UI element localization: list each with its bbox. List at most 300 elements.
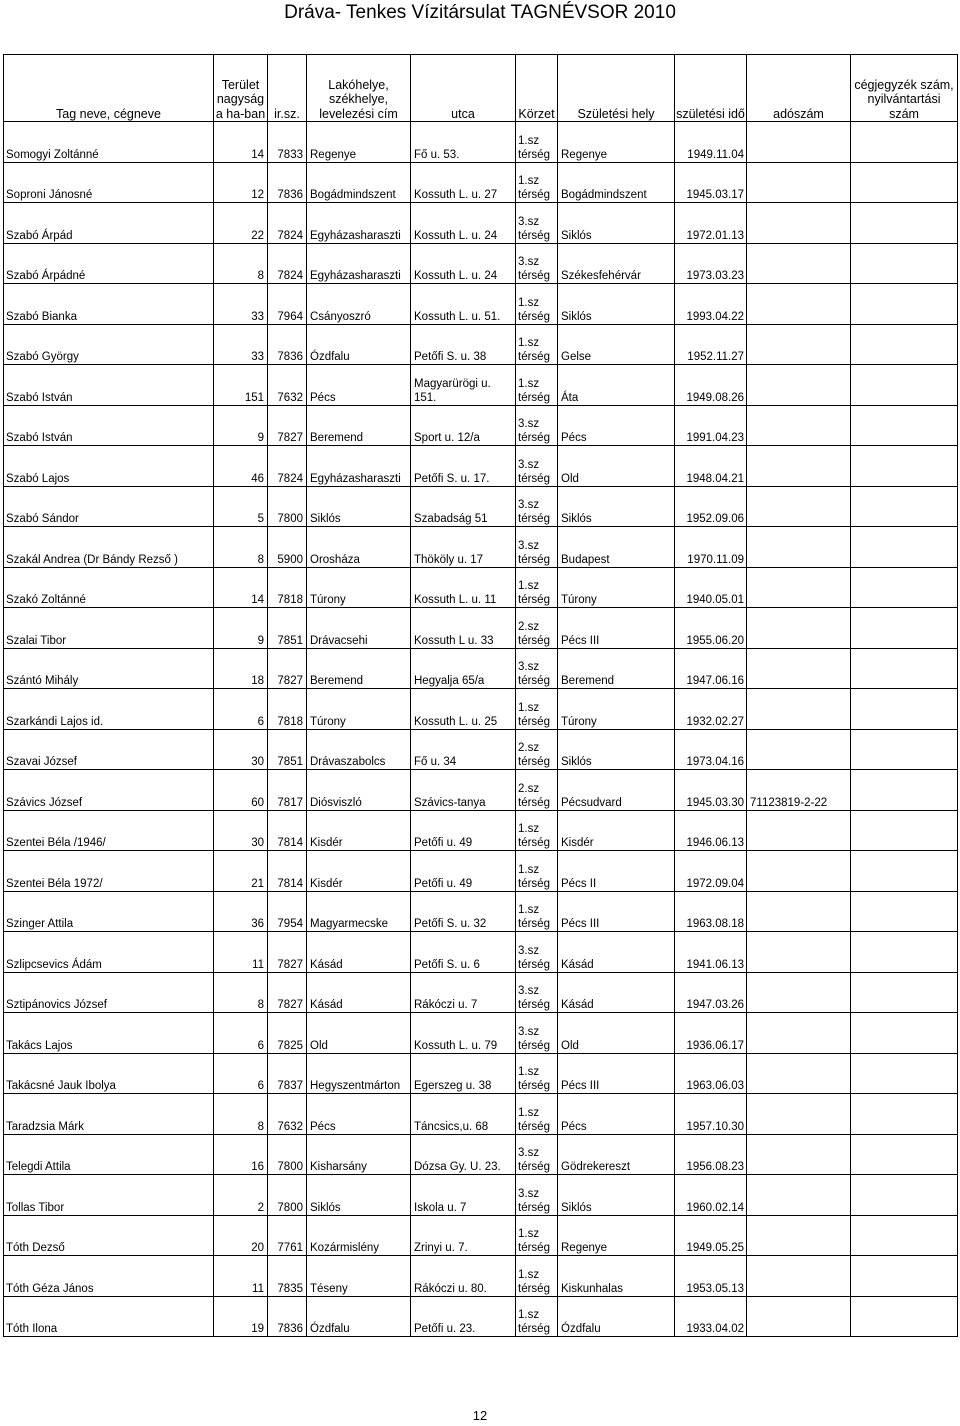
district-type: térség (518, 1120, 550, 1133)
tax-number (747, 527, 851, 568)
district-number: 1.sz (518, 1066, 540, 1078)
area-ha: 20 (214, 1215, 268, 1256)
birthplace: Pécs II (558, 851, 675, 892)
area-ha: 9 (214, 608, 268, 649)
postal-code: 7827 (268, 932, 307, 973)
table-row (4, 810, 958, 851)
tax-number (747, 932, 851, 973)
member-name: Tollas Tibor (4, 1175, 214, 1216)
birthplace: Kásád (558, 972, 675, 1013)
tax-number (747, 1053, 851, 1094)
company-number (851, 932, 958, 973)
birthdate: 1957.10.30 (675, 1094, 747, 1135)
company-number (851, 810, 958, 851)
company-number (851, 1134, 958, 1175)
district-type: térség (518, 472, 550, 485)
city: Siklós (307, 486, 411, 527)
postal-code: 7824 (268, 203, 307, 244)
city: Bogádmindszent (307, 162, 411, 203)
company-number (851, 770, 958, 811)
district-type: térség (518, 391, 550, 404)
street: Kossuth L. u. 27 (411, 162, 516, 203)
postal-code: 7818 (268, 567, 307, 608)
district-type: térség (518, 877, 550, 890)
district-type: térség (518, 715, 550, 728)
district-type: térség (518, 432, 550, 444)
member-name: Szántó Mihály (4, 648, 214, 689)
district-type: térség (518, 1282, 550, 1295)
birthplace: Regenye (558, 1215, 675, 1256)
tax-number (747, 284, 851, 325)
birthdate: 1952.11.27 (675, 324, 747, 365)
birthdate: 1947.03.26 (675, 972, 747, 1013)
street: Kossuth L. u. 25 (411, 689, 516, 730)
district-number: 3.sz (518, 1147, 540, 1159)
postal-code: 7761 (268, 1215, 307, 1256)
district-type: térség (518, 229, 550, 242)
street: Szávics-tanya (411, 770, 516, 811)
district-type: térség (518, 756, 550, 768)
table-row (4, 1296, 958, 1337)
company-number (851, 446, 958, 487)
street: Petőfi u. 49 (411, 810, 516, 851)
birthplace: Pécs (558, 1094, 675, 1135)
street: Magyarürögi u. 151. (411, 365, 516, 406)
tax-number (747, 1256, 851, 1297)
birthdate: 1947.06.16 (675, 648, 747, 689)
street: Kossuth L u. 33 (411, 608, 516, 649)
district (516, 1094, 558, 1135)
postal-code: 7833 (268, 122, 307, 163)
area-ha: 16 (214, 1134, 268, 1175)
birthdate: 1940.05.01 (675, 567, 747, 608)
district-type: térség (518, 513, 550, 525)
header-city: Lakóhelye, székhelye, levelezési cím (307, 55, 411, 122)
member-name: Szabó István (4, 365, 214, 406)
member-name: Takács Lajos (4, 1013, 214, 1054)
area-ha: 19 (214, 1296, 268, 1337)
city: Téseny (307, 1256, 411, 1297)
street: Fő u. 53. (411, 122, 516, 163)
tax-number (747, 810, 851, 851)
postal-code: 7800 (268, 1175, 307, 1216)
city: Túrony (307, 689, 411, 730)
tax-number (747, 648, 851, 689)
member-name: Szinger Attila (4, 891, 214, 932)
table-row (4, 608, 958, 649)
birthdate: 1972.01.13 (675, 203, 747, 244)
table-row (4, 689, 958, 730)
city: Egyházasharaszti (307, 446, 411, 487)
postal-code: 7818 (268, 689, 307, 730)
district-type: térség (518, 634, 550, 647)
company-number (851, 203, 958, 244)
city: Kozármislény (307, 1215, 411, 1256)
area-ha: 6 (214, 1053, 268, 1094)
postal-code: 7814 (268, 851, 307, 892)
district-type: térség (518, 837, 550, 849)
area-ha: 22 (214, 203, 268, 244)
district-type: térség (518, 351, 550, 363)
company-number (851, 729, 958, 770)
district-number: 1.sz (518, 863, 540, 876)
postal-code: 5900 (268, 527, 307, 568)
table-row (4, 486, 958, 527)
table-row (4, 446, 958, 487)
postal-code: 7817 (268, 770, 307, 811)
postal-code: 7824 (268, 243, 307, 284)
city: Orosháza (307, 527, 411, 568)
birthplace: Pécs (558, 405, 675, 446)
area-ha: 11 (214, 1256, 268, 1297)
area-ha: 14 (214, 122, 268, 163)
district (516, 729, 558, 770)
table-row (4, 851, 958, 892)
company-number (851, 243, 958, 284)
birthdate: 1973.03.23 (675, 243, 747, 284)
district-type: térség (518, 1242, 550, 1254)
street: Kossuth L. u. 24 (411, 203, 516, 244)
area-ha: 8 (214, 527, 268, 568)
street: Petőfi u. 23. (411, 1296, 516, 1337)
birthdate: 1991.04.23 (675, 405, 747, 446)
district-number: 1.sz (518, 904, 540, 916)
member-name: Szarkándi Lajos id. (4, 689, 214, 730)
area-ha: 5 (214, 486, 268, 527)
table-row (4, 1053, 958, 1094)
area-ha: 8 (214, 972, 268, 1013)
company-number (851, 689, 958, 730)
birthplace: Bogádmindszent (558, 162, 675, 203)
header-tax: adószám (747, 55, 851, 122)
company-number (851, 122, 958, 163)
district-number: 2.sz (518, 742, 540, 754)
district (516, 1296, 558, 1337)
area-ha: 36 (214, 891, 268, 932)
district-type: térség (518, 594, 550, 606)
company-number (851, 567, 958, 608)
birthplace: Gödrekereszt (558, 1134, 675, 1175)
district-number: 3.sz (518, 944, 540, 957)
table-row (4, 284, 958, 325)
area-ha: 9 (214, 405, 268, 446)
district (516, 932, 558, 973)
birthplace: Siklós (558, 203, 675, 244)
tax-number (747, 122, 851, 163)
postal-code: 7837 (268, 1053, 307, 1094)
table-row (4, 567, 958, 608)
birthplace: Siklós (558, 729, 675, 770)
area-ha: 21 (214, 851, 268, 892)
member-table (3, 54, 958, 1337)
tax-number (747, 243, 851, 284)
street: Kossuth L. u. 79 (411, 1013, 516, 1054)
district (516, 1175, 558, 1216)
district (516, 405, 558, 446)
district-type: térség (518, 1323, 550, 1335)
postal-code: 7954 (268, 891, 307, 932)
district-type: térség (518, 1161, 550, 1173)
district-number: 3.sz (518, 1025, 540, 1038)
district-number: 1.sz (518, 1268, 540, 1281)
page-title: Dráva- Tenkes Vízitársulat TAGNÉVSOR 2010 (284, 2, 676, 23)
birthdate: 1949.08.26 (675, 365, 747, 406)
birthdate: 1970.11.09 (675, 527, 747, 568)
company-number (851, 648, 958, 689)
header-birthplace: Születési hely (558, 55, 675, 122)
city: Egyházasharaszti (307, 203, 411, 244)
tax-number (747, 689, 851, 730)
company-number (851, 1013, 958, 1054)
member-name: Telegdi Attila (4, 1134, 214, 1175)
birthplace: Pécs III (558, 608, 675, 649)
birthdate: 1945.03.30 (675, 770, 747, 811)
company-number (851, 851, 958, 892)
member-name: Szabó István (4, 405, 214, 446)
district-type: térség (518, 918, 550, 930)
header-area: Terület nagyság a ha-ban (214, 55, 268, 122)
street: Egerszeg u. 38 (411, 1053, 516, 1094)
table-row (4, 932, 958, 973)
header-name: Tag neve, cégneve (4, 55, 214, 122)
district-number: 1.sz (518, 134, 540, 147)
city: Siklós (307, 1175, 411, 1216)
member-name: Takácsné Jauk Ibolya (4, 1053, 214, 1094)
member-name: Szavai József (4, 729, 214, 770)
table-row (4, 1013, 958, 1054)
district-number: 1.sz (518, 175, 540, 187)
member-name: Sztipánovics József (4, 972, 214, 1013)
member-name: Taradzsia Márk (4, 1094, 214, 1135)
city: Ózdfalu (307, 1296, 411, 1337)
street: Rákóczi u. 7 (411, 972, 516, 1013)
street: Thököly u. 17 (411, 527, 516, 568)
city: Ózdfalu (307, 324, 411, 365)
birthdate: 1960.02.14 (675, 1175, 747, 1216)
street: Iskola u. 7 (411, 1175, 516, 1216)
district-type: térség (518, 189, 550, 201)
tax-number (747, 162, 851, 203)
company-number (851, 527, 958, 568)
city: Regenye (307, 122, 411, 163)
street: Sport u. 12/a (411, 405, 516, 446)
member-name: Szakó Zoltánné (4, 567, 214, 608)
birthplace: Kásád (558, 932, 675, 973)
company-number (851, 1094, 958, 1135)
district-number: 1.sz (518, 580, 540, 592)
tax-number (747, 1296, 851, 1337)
district (516, 527, 558, 568)
member-name: Szlipcsevics Ádám (4, 932, 214, 973)
member-name: Somogyi Zoltánné (4, 122, 214, 163)
area-ha: 2 (214, 1175, 268, 1216)
district-number: 3.sz (518, 539, 540, 552)
area-ha: 30 (214, 729, 268, 770)
city: Pécs (307, 1094, 411, 1135)
district-number: 3.sz (518, 661, 540, 673)
birthdate: 1932.02.27 (675, 689, 747, 730)
street: Petőfi u. 49 (411, 851, 516, 892)
city: Diósviszló (307, 770, 411, 811)
header-row (4, 55, 958, 122)
tax-number (747, 405, 851, 446)
table-row (4, 1134, 958, 1175)
table-row (4, 527, 958, 568)
member-name: Szabó Árpádné (4, 243, 214, 284)
district (516, 648, 558, 689)
street: Táncsics,u. 68 (411, 1094, 516, 1135)
birthplace: Túrony (558, 567, 675, 608)
tax-number (747, 1094, 851, 1135)
district (516, 446, 558, 487)
member-name: Szentei Béla /1946/ (4, 810, 214, 851)
street: Hegyalja 65/a (411, 648, 516, 689)
birthplace: Siklós (558, 1175, 675, 1216)
district (516, 972, 558, 1013)
area-ha: 46 (214, 446, 268, 487)
company-number (851, 405, 958, 446)
company-number (851, 608, 958, 649)
district-type: térség (518, 796, 550, 809)
city: Drávaszabolcs (307, 729, 411, 770)
district-number: 1.sz (518, 1309, 540, 1321)
street: Zrinyi u. 7. (411, 1215, 516, 1256)
birthplace: Kiskunhalas (558, 1256, 675, 1297)
district-number: 3.sz (518, 458, 540, 471)
district-type: térség (518, 270, 550, 282)
postal-code: 7800 (268, 486, 307, 527)
district-type: térség (518, 999, 550, 1011)
tax-number (747, 203, 851, 244)
table-row (4, 162, 958, 203)
area-ha: 8 (214, 1094, 268, 1135)
district-type: térség (518, 1201, 550, 1214)
district (516, 1215, 558, 1256)
birthdate: 1948.04.21 (675, 446, 747, 487)
district-number: 3.sz (518, 499, 540, 511)
district-type: térség (518, 1080, 550, 1092)
city: Kásád (307, 972, 411, 1013)
city: Old (307, 1013, 411, 1054)
postal-code: 7827 (268, 405, 307, 446)
table-row (4, 405, 958, 446)
birthdate: 1993.04.22 (675, 284, 747, 325)
company-number (851, 1215, 958, 1256)
tax-number (747, 851, 851, 892)
postal-code: 7836 (268, 324, 307, 365)
district-type: térség (518, 310, 550, 323)
birthdate: 1949.11.04 (675, 122, 747, 163)
company-number (851, 1296, 958, 1337)
city: Kisdér (307, 851, 411, 892)
birthdate: 1941.06.13 (675, 932, 747, 973)
birthdate: 1955.06.20 (675, 608, 747, 649)
company-number (851, 1256, 958, 1297)
birthplace: Siklós (558, 284, 675, 325)
district-number: 1.sz (518, 823, 540, 835)
city: Hegyszentmárton (307, 1053, 411, 1094)
member-name: Szentei Béla 1972/ (4, 851, 214, 892)
birthdate: 1936.06.17 (675, 1013, 747, 1054)
birthplace: Túrony (558, 689, 675, 730)
member-name: Szabó Sándor (4, 486, 214, 527)
header-company: cégjegyzék szám, nyilvántartási szám (851, 55, 958, 122)
street: Szabadság 51 (411, 486, 516, 527)
street: Petőfi S. u. 38 (411, 324, 516, 365)
company-number (851, 486, 958, 527)
header-birthdate: születési idő (675, 55, 747, 122)
district (516, 284, 558, 325)
tax-number (747, 891, 851, 932)
district (516, 365, 558, 406)
tax-number: 71123819-2-22 (747, 770, 851, 811)
street: Petőfi S. u. 32 (411, 891, 516, 932)
table-row (4, 203, 958, 244)
tax-number (747, 1175, 851, 1216)
tax-number (747, 729, 851, 770)
postal-code: 7825 (268, 1013, 307, 1054)
area-ha: 6 (214, 1013, 268, 1054)
tax-number (747, 324, 851, 365)
table-row (4, 891, 958, 932)
district (516, 1013, 558, 1054)
table-row (4, 122, 958, 163)
table-row (4, 243, 958, 284)
district-number: 1.sz (518, 377, 540, 390)
table-row (4, 1094, 958, 1135)
company-number (851, 284, 958, 325)
table-row (4, 1256, 958, 1297)
city: Beremend (307, 648, 411, 689)
city: Csányoszró (307, 284, 411, 325)
postal-code: 7835 (268, 1256, 307, 1297)
postal-code: 7632 (268, 365, 307, 406)
district (516, 851, 558, 892)
birthplace: Old (558, 446, 675, 487)
tax-number (747, 608, 851, 649)
city: Túrony (307, 567, 411, 608)
district (516, 567, 558, 608)
district (516, 1134, 558, 1175)
table-row (4, 770, 958, 811)
postal-code: 7814 (268, 810, 307, 851)
district-type: térség (518, 148, 550, 161)
district-type: térség (518, 958, 550, 971)
birthplace: Siklós (558, 486, 675, 527)
area-ha: 18 (214, 648, 268, 689)
city: Kásád (307, 932, 411, 973)
birthdate: 1945.03.17 (675, 162, 747, 203)
birthplace: Regenye (558, 122, 675, 163)
street: Dózsa Gy. U. 23. (411, 1134, 516, 1175)
table-row (4, 1175, 958, 1216)
area-ha: 60 (214, 770, 268, 811)
street: Fő u. 34 (411, 729, 516, 770)
member-name: Tóth Géza János (4, 1256, 214, 1297)
district-type: térség (518, 553, 550, 566)
postal-code: 7964 (268, 284, 307, 325)
birthplace: Budapest (558, 527, 675, 568)
city: Egyházasharaszti (307, 243, 411, 284)
member-name: Szalai Tibor (4, 608, 214, 649)
birthplace: Old (558, 1013, 675, 1054)
tax-number (747, 486, 851, 527)
member-name: Tóth Dezső (4, 1215, 214, 1256)
district (516, 810, 558, 851)
district-number: 3.sz (518, 256, 540, 268)
birthplace: Gelse (558, 324, 675, 365)
city: Pécs (307, 365, 411, 406)
